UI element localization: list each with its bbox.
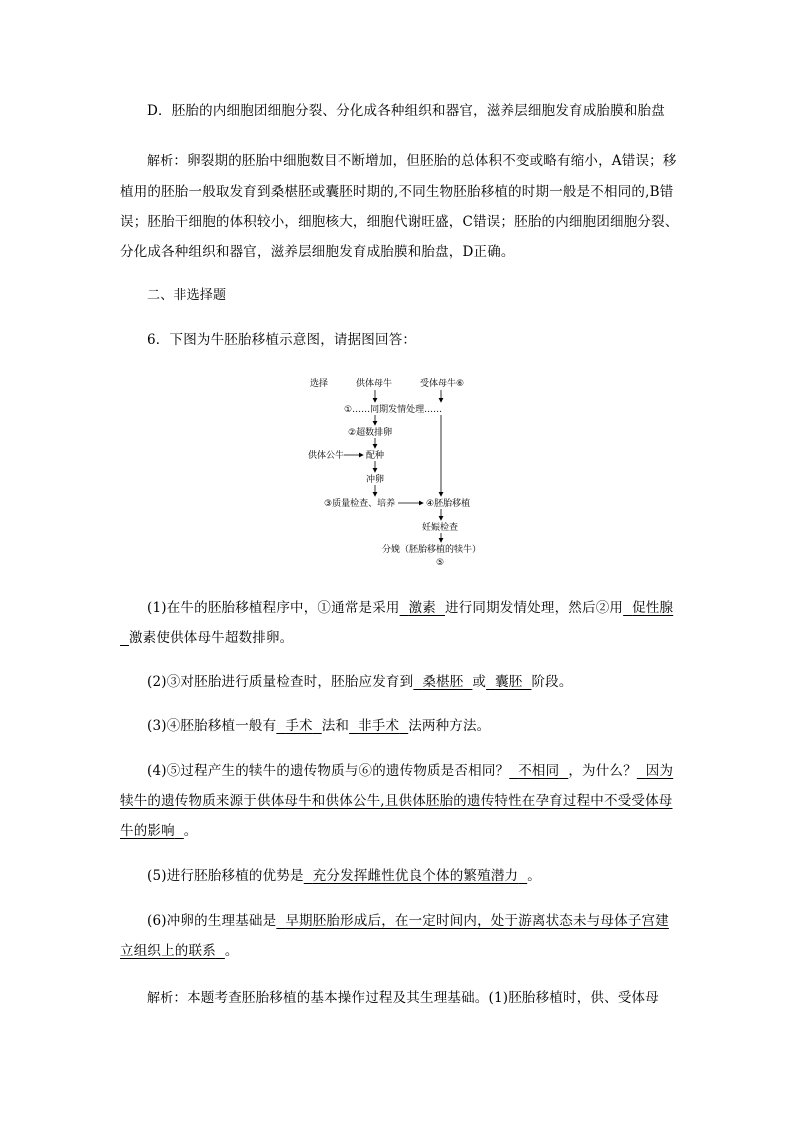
diagram-step4: ④胚胎移植 [426, 499, 471, 509]
diagram-step1: ①……同期发情处理…… [344, 405, 443, 415]
answer-6-4-a: 不相同 [518, 763, 560, 779]
diagram-donor-bull: 供体公牛 [308, 451, 345, 461]
diagram-step5: ⑤ [436, 558, 445, 568]
question-6-3: (3)④胚胎移植一般有 手术 法和 非手术 法两种方法。 [147, 718, 491, 734]
diagram-pregnancy: 妊娠检查 [422, 523, 459, 533]
analysis-label-2: 解析 [147, 991, 174, 1006]
diagram-mating: 配种 [366, 451, 385, 461]
answer-6-1-a: 激素 [408, 600, 437, 616]
answer-6-5: 充分发挥雌性优良个体的繁殖潜力 [312, 868, 519, 884]
answer-6-6: 早期胚胎形成后，在一定时间内，处于游离状态未与母体子宫建立组织上的联系 [120, 913, 669, 959]
answer-6-2-b: 囊胚 [495, 674, 523, 690]
question-6-1: (1)在牛的胚胎移植程序中，①通常是采用 激素 进行同期发情处理，然后②用 促性腺 激素使供体母牛超数排卵。 [128, 600, 674, 646]
diagram-step3: ③质量检查、培养 [324, 499, 396, 509]
answer-6-3-a: 手术 [285, 718, 313, 734]
diagram-birth: 分娩（胚胎移植的犊牛） [382, 545, 482, 555]
question-6-2: (2)③对胚胎进行质量检查时，胚胎应发育到 桑椹胚 或 囊胚 阶段。 [147, 674, 573, 690]
question-6-6: (6)冲卵的生理基础是 早期胚胎形成后，在一定时间内，处于游离状态未与母体子宫建立组织上的联系 。 [120, 913, 669, 959]
answer-6-4-b: 因为犊牛的遗传物质来源于供体母牛和供体公牛,且供体胚胎的遗传特性在孕育过程中不受受体母牛的影响 [120, 763, 674, 839]
analysis-paragraph: 解析：卵裂期的胚胎中细胞数目不断增加，但胚胎的总体积不变或略有缩小，A错误；移植用的胚胎一般取发育到桑椹胚或囊胚时期的,不同生物胚胎移植的时期一般是不相同的,B错误；胚胎干细胞的体积较小，细胞核大，细胞代谢旺盛，C错误；胚胎的内细胞团细胞分裂、分化成各种组织和器官，滋养层细胞发育成胎膜和胎盘，D正确。 [120, 153, 679, 260]
analysis-label: 解析 [147, 154, 174, 169]
diagram-recipient-cow: 受体母牛⑥ [420, 379, 465, 389]
option-d: D．胚胎的内细胞团细胞分裂、分化成各种组织和器官，滋养层细胞发育成胎膜和胎盘 [147, 103, 665, 119]
embryo-transfer-diagram [300, 372, 520, 572]
diagram-select: 选择 [310, 379, 329, 389]
section-heading: 二、非选择题 [147, 288, 227, 303]
question-6-4: (4)⑤过程产生的犊牛的遗传物质与⑥的遗传物质是否相同？ 不相同 ，为什么？ 因为犊牛的遗传物质来源于供体母牛和供体公牛,且供体胚胎的遗传特性在孕育过程中不受受体母牛的影响 。 [120, 763, 674, 839]
diagram-flush: 冲卵 [366, 475, 385, 485]
question-6-stem: 6．下图为牛胚胎移植示意图，请据图回答： [147, 332, 417, 348]
question-6-5: (5)进行胚胎移植的优势是 充分发挥雌性优良个体的繁殖潜力 。 [147, 868, 541, 884]
answer-6-2-a: 桑椹胚 [422, 674, 464, 690]
answer-6-1-b: 促性腺 [632, 600, 674, 616]
diagram-step2: ②超数排卵 [348, 428, 393, 438]
answer-6-3-b: 非手术 [358, 718, 400, 734]
diagram-donor-cow: 供体母牛 [356, 379, 393, 389]
analysis-paragraph-2: 解析：本题考查胚胎移植的基本操作过程及其生理基础。(1)胚胎移植时，供、受体母 [147, 990, 659, 1006]
